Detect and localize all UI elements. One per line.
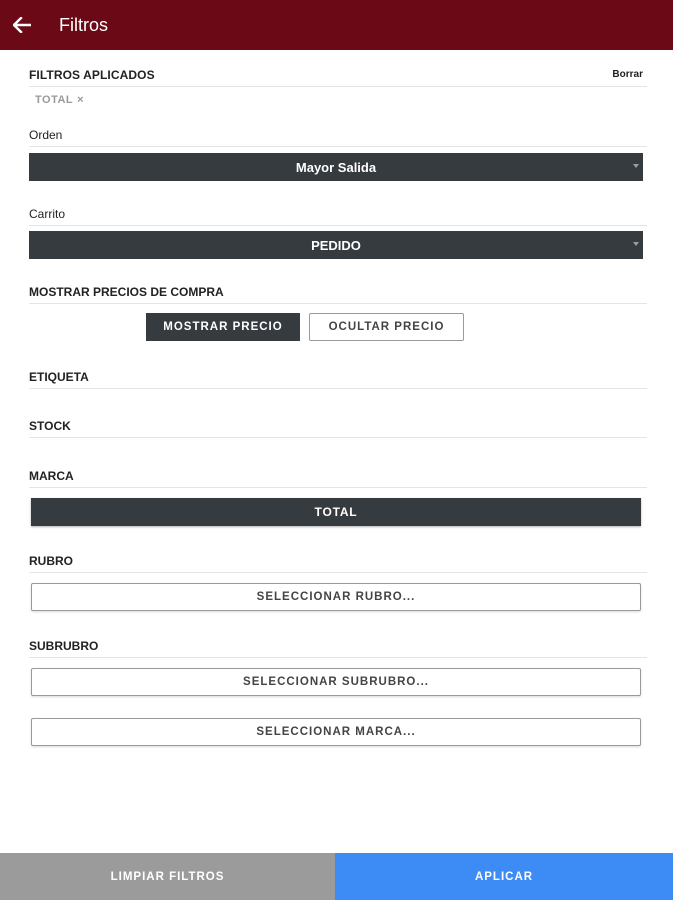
rubro-label: RUBRO <box>29 553 73 568</box>
orden-header <box>29 123 647 147</box>
price-toggle-group <box>146 313 464 341</box>
select-subrubro-button[interactable]: SELECCIONAR SUBRUBRO... <box>31 668 641 696</box>
clear-filters-button[interactable]: LIMPIAR FILTROS <box>0 853 335 900</box>
page-title: Filtros <box>59 14 108 35</box>
chip-label: TOTAL <box>35 94 74 106</box>
marca-label: MARCA <box>29 468 74 483</box>
applied-filters-label: FILTROS APLICADOS <box>29 67 155 82</box>
carrito-header <box>29 202 647 226</box>
app-bar <box>0 0 673 50</box>
subrubro-label: SUBRUBRO <box>29 638 99 653</box>
select-marca-button[interactable]: SELECCIONAR MARCA... <box>31 718 641 746</box>
precios-compra-label: MOSTRAR PRECIOS DE COMPRA <box>29 284 224 299</box>
marca-total-button[interactable]: TOTAL <box>31 498 641 526</box>
clear-applied-button[interactable]: Borrar <box>612 69 643 80</box>
orden-selected-value: Mayor Salida <box>295 159 377 175</box>
apply-button[interactable]: APLICAR <box>335 853 673 900</box>
bottom-action-bar <box>0 853 673 900</box>
etiqueta-label: ETIQUETA <box>29 369 89 384</box>
stock-label: STOCK <box>29 418 71 433</box>
marca-header <box>29 464 647 488</box>
etiqueta-header[interactable] <box>29 365 647 389</box>
carrito-label: Carrito <box>29 206 66 221</box>
back-button[interactable] <box>2 0 42 50</box>
precios-compra-header <box>29 280 647 304</box>
subrubro-header <box>29 634 647 658</box>
carrito-select[interactable] <box>29 231 643 259</box>
rubro-header <box>29 549 647 573</box>
select-rubro-button[interactable]: SELECCIONAR RUBRO... <box>31 583 641 611</box>
applied-filters-header <box>29 63 647 87</box>
caret-down-icon <box>633 164 639 168</box>
filter-chip-total[interactable] <box>35 94 84 106</box>
orden-label: Orden <box>29 127 63 142</box>
arrow-left-icon <box>13 17 31 33</box>
stock-header[interactable] <box>29 414 647 438</box>
hide-price-button[interactable]: OCULTAR PRECIO <box>309 313 464 341</box>
carrito-selected-value: PEDIDO <box>311 237 361 253</box>
show-price-button[interactable]: MOSTRAR PRECIO <box>146 313 300 341</box>
caret-down-icon <box>633 242 639 246</box>
close-icon[interactable]: × <box>77 94 85 106</box>
orden-select[interactable] <box>29 153 643 181</box>
